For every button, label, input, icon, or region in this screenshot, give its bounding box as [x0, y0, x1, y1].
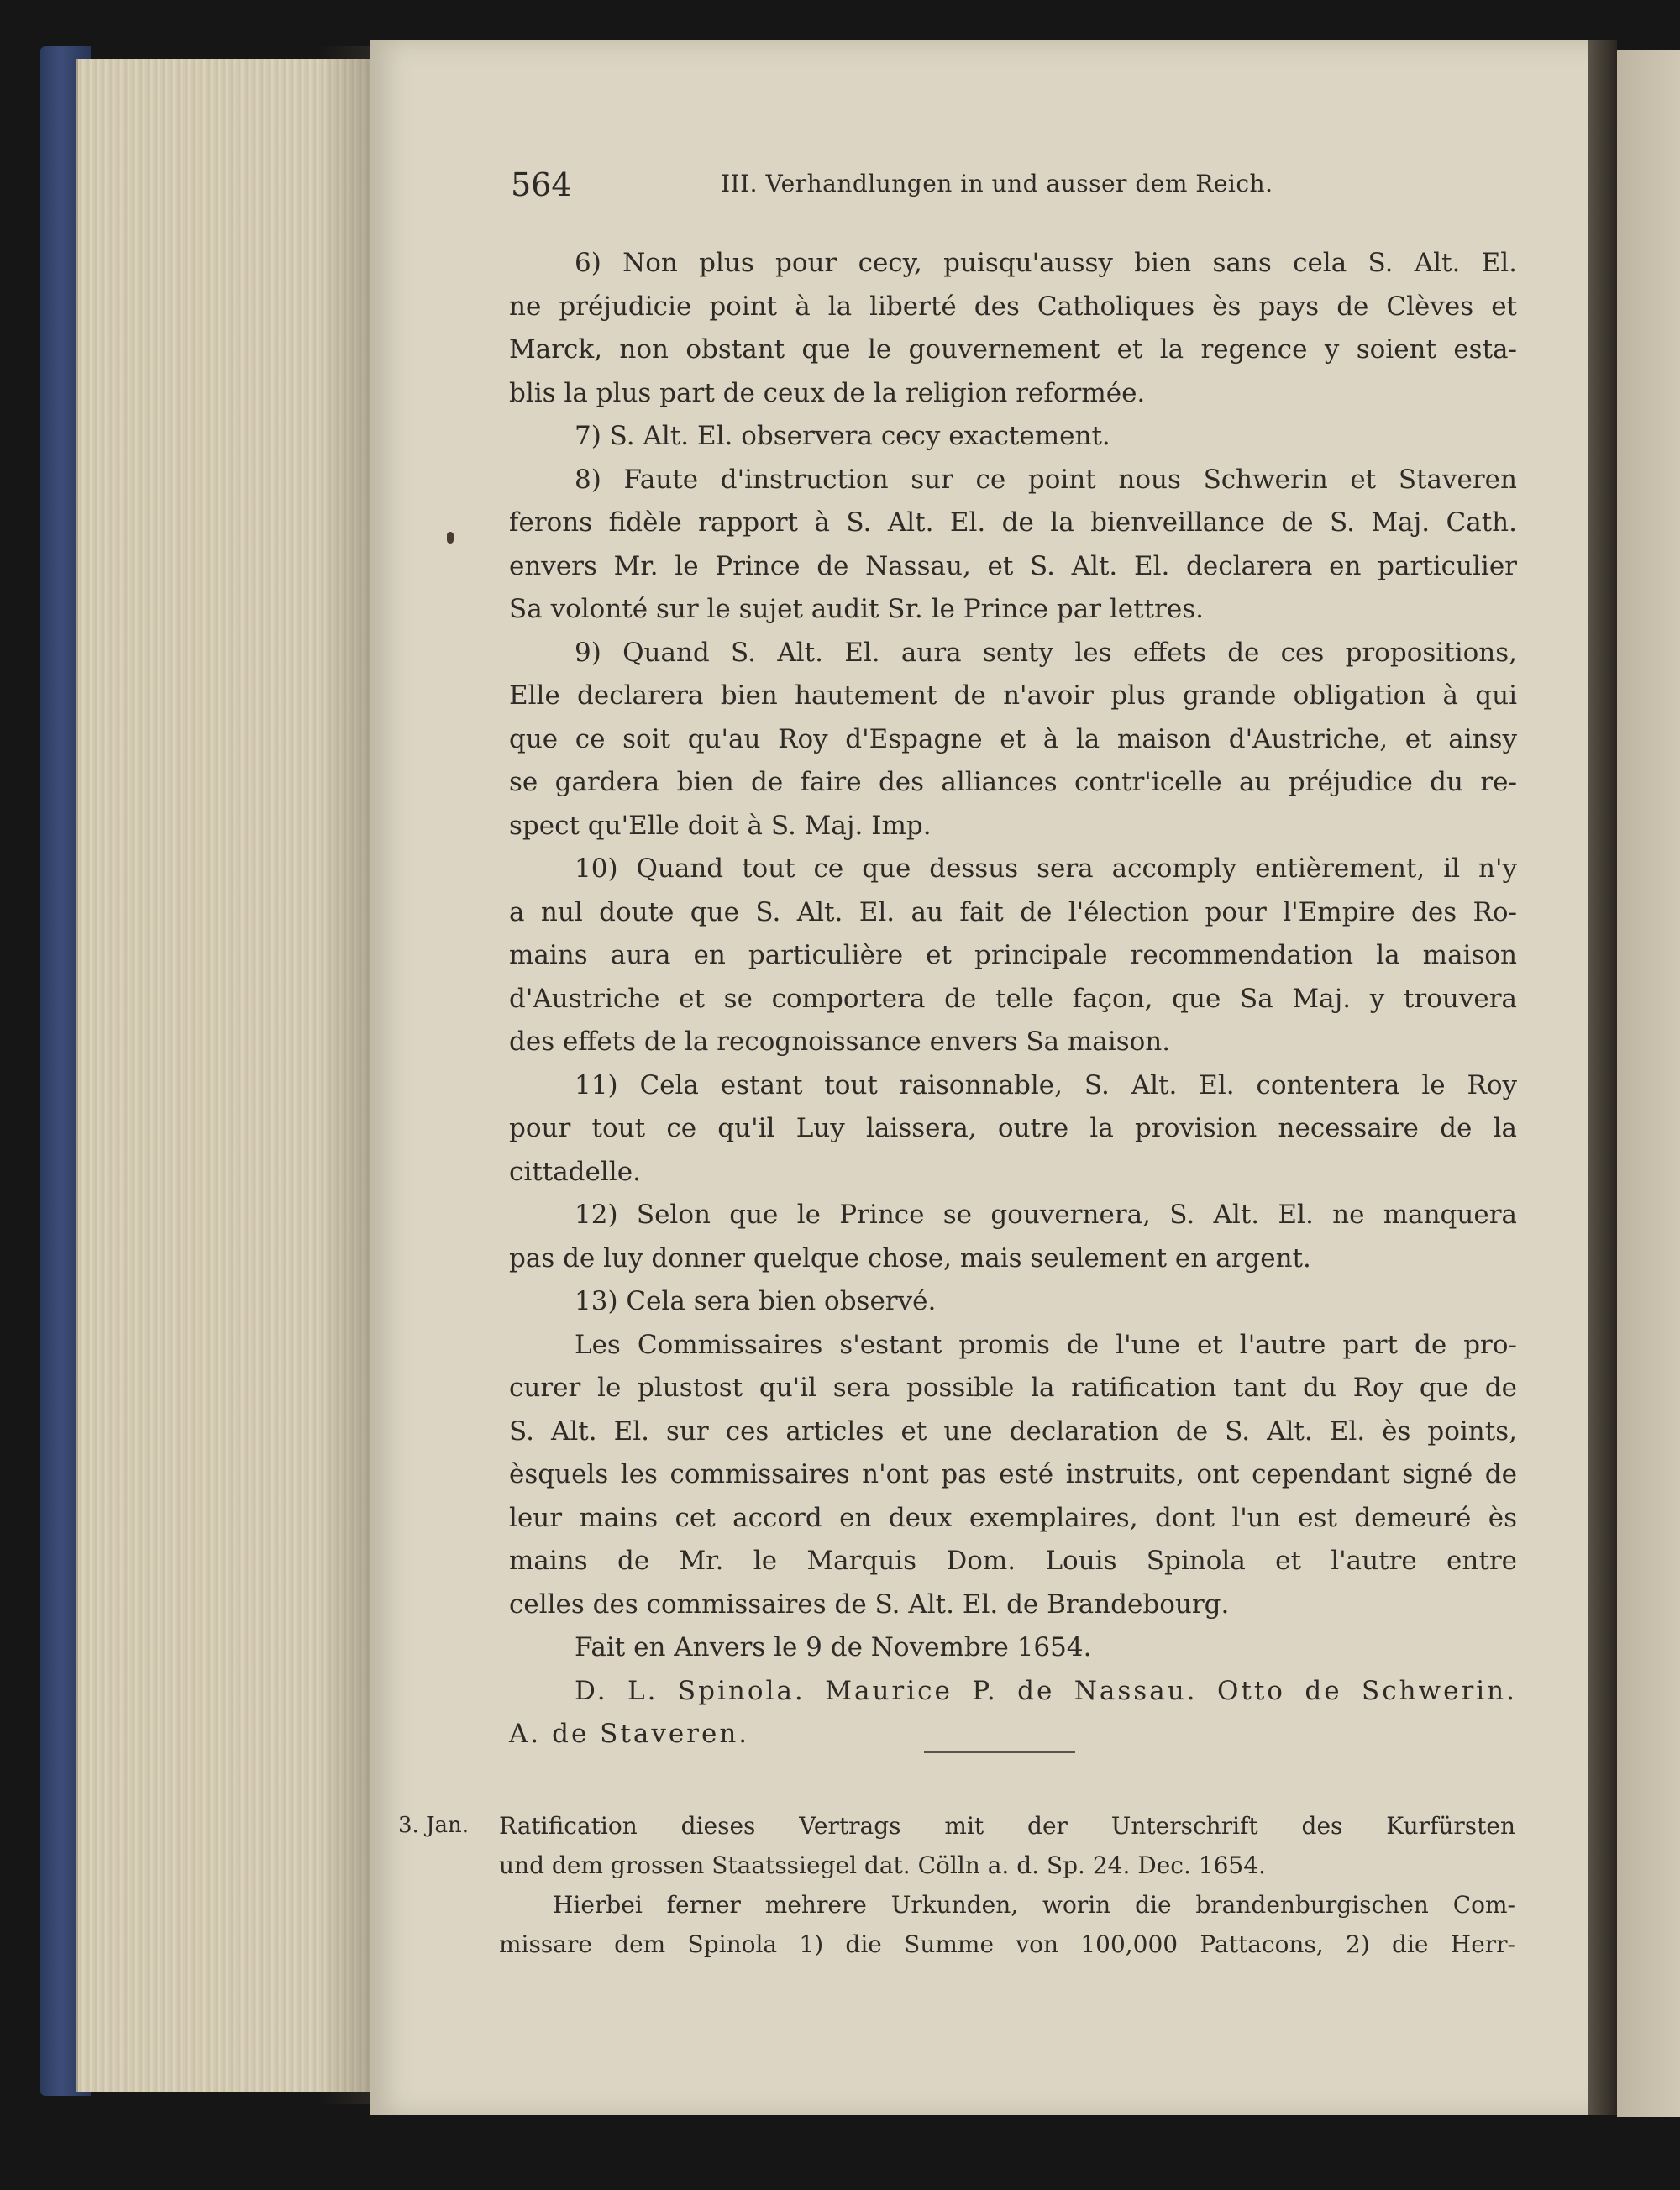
text-line: 12) Selon que le Prince se gouvernera, S. Alt. El. ne manquera [575, 1200, 1517, 1230]
text-line: 13) Cela sera bien observé. [575, 1286, 937, 1316]
text-line: cittadelle. [509, 1156, 641, 1187]
section-divider [924, 1751, 1075, 1753]
text-line: a nul doute que S. Alt. El. au fait de l'élection pour l'Empire des Ro- [509, 896, 1517, 927]
text-line: 9) Quand S. Alt. El. aura senty les effets de ces propositions, [575, 637, 1517, 668]
running-head: III. Verhandlungen in und ausser dem Reich. [721, 170, 1273, 197]
text-line: blis la plus part de ceux de la religion reformée. [509, 377, 1146, 408]
text-line: 11) Cela estant tout raisonnable, S. Alt. El. contentera le Roy [575, 1069, 1517, 1100]
text-line: èsquels les commissaires n'ont pas esté instruits, ont cependant signé de [509, 1459, 1517, 1489]
text-line: Les Commissaires s'estant promis de l'une et l'autre part de pro- [575, 1329, 1517, 1360]
margin-date: 3. Jan. [398, 1813, 470, 1838]
text-line: mains aura en particulière et principale recommendation la maison [509, 940, 1517, 970]
note-line: missare dem Spinola 1) die Summe von 100,000 Pattacons, 2) die Herr- [499, 1930, 1515, 1958]
text-line: pour tout ce qu'il Luy laissera, outre la provision necessaire de la [509, 1113, 1517, 1143]
text-line: ferons fidèle rapport à S. Alt. El. de la bienveillance de S. Maj. Cath. [509, 507, 1517, 538]
book-spine-gutter [1588, 40, 1617, 2115]
text-line: celles des commissaires de S. Alt. El. de Brandebourg. [509, 1589, 1230, 1620]
note-line: und dem grossen Staatssiegel dat. Cölln a. d. Sp. 24. Dec. 1654. [499, 1851, 1266, 1879]
text-line: 10) Quand tout ce que dessus sera accomply entièrement, il n'y [575, 853, 1517, 884]
note-line: Ratification dieses Vertrags mit der Unterschrift des Kurfürsten [499, 1812, 1515, 1840]
date-line: Fait en Anvers le 9 de Novembre 1654. [575, 1632, 1092, 1662]
text-line: d'Austriche et se comportera de telle façon, que Sa Maj. y trouvera [509, 983, 1517, 1014]
text-line: que ce soit qu'au Roy d'Espagne et à la maison d'Austriche, et ainsy [509, 723, 1517, 754]
text-line: des effets de la recognoissance envers Sa maison. [509, 1027, 1171, 1057]
note-text [499, 1806, 1515, 1964]
text-line: mains de Mr. le Marquis Dom. Louis Spinola et l'autre entre [509, 1546, 1517, 1576]
text-line: Sa volonté sur le sujet audit Sr. le Prince par lettres. [509, 594, 1204, 624]
page-number: 564 [511, 166, 572, 203]
text-line: Elle declarera bien hautement de n'avoir plus grande obligation à qui [509, 680, 1517, 711]
text-line: 7) S. Alt. El. observera cecy exactement. [575, 421, 1110, 451]
signatures-line: A. de Staveren. [509, 1719, 750, 1749]
ink-mark [447, 532, 454, 544]
text-line: curer le plustost qu'il sera possible la ratification tant du Roy que de [509, 1373, 1517, 1403]
text-line: envers Mr. le Prince de Nassau, et S. Alt. El. declarera en particulier [509, 550, 1517, 581]
text-line: S. Alt. El. sur ces articles et une declaration de S. Alt. El. ès points, [509, 1415, 1517, 1447]
text-line: leur mains cet accord en deux exemplaires, dont l'un est demeuré ès [509, 1502, 1517, 1533]
page-header [0, 166, 1680, 208]
body-text [509, 242, 1517, 1757]
text-line: 6) Non plus pour cecy, puisqu'aussy bien sans cela S. Alt. El. [575, 248, 1517, 278]
text-line: Marck, non obstant que le gouvernement et la regence y soient esta- [509, 334, 1517, 365]
note-line: Hierbei ferner mehrere Urkunden, worin die brandenburgischen Com- [553, 1891, 1515, 1919]
text-line: se gardera bien de faire des alliances contr'icelle au préjudice du re- [509, 767, 1517, 797]
text-line: spect qu'Elle doit à S. Maj. Imp. [509, 810, 932, 841]
signatures-line: D. L. Spinola. Maurice P. de Nassau. Otto de Schwerin. [575, 1675, 1517, 1706]
text-line: ne préjudicie point à la liberté des Catholiques ès pays de Clèves et [509, 291, 1517, 322]
text-line: pas de luy donner quelque chose, mais seulement en argent. [509, 1242, 1311, 1274]
text-line: 8) Faute d'instruction sur ce point nous Schwerin et Staveren [575, 464, 1517, 495]
facing-page-edge [1617, 50, 1680, 2117]
ratification-note [398, 1806, 1515, 1964]
